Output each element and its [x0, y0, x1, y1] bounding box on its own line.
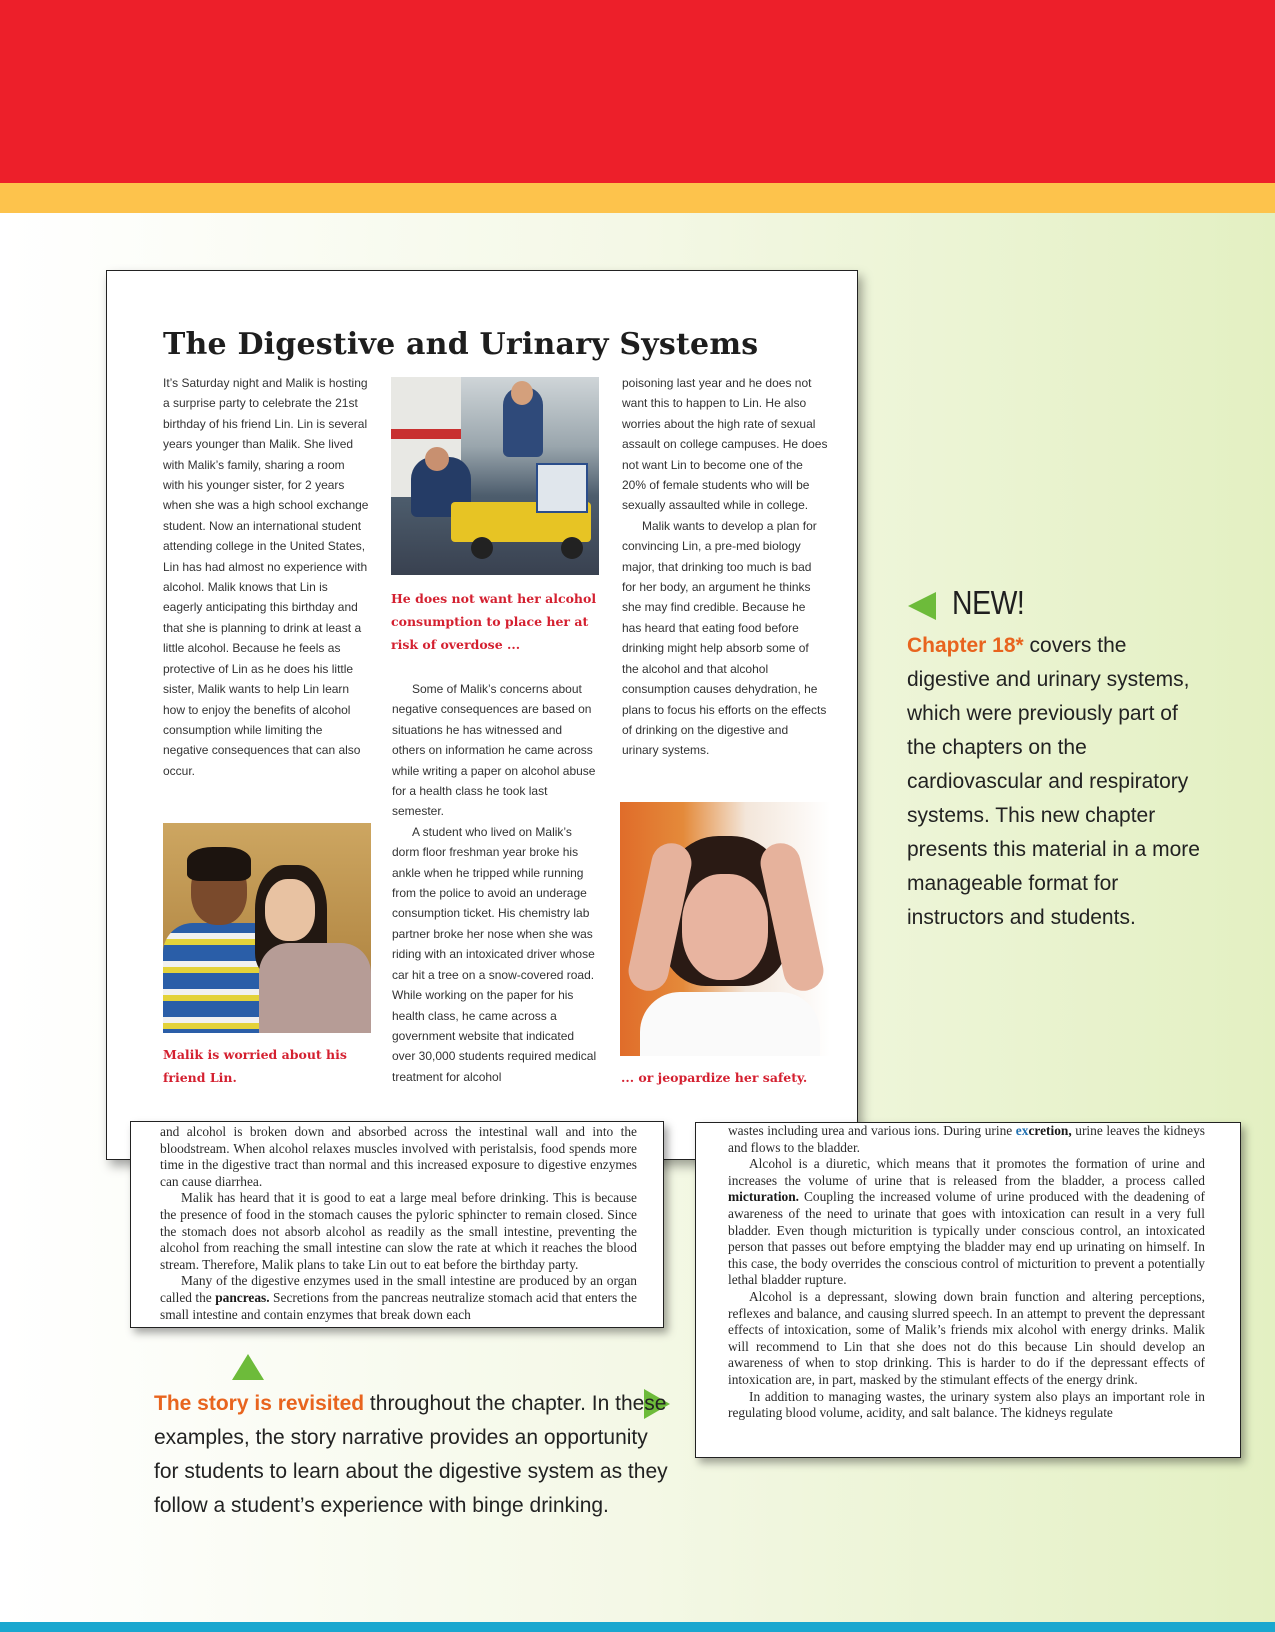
yellow-band [0, 183, 1275, 213]
new-label: NEW! [952, 584, 1025, 621]
callout-story [154, 1387, 674, 1523]
photo-distressed-woman [620, 802, 830, 1056]
sample-page [106, 270, 858, 1160]
caption-couple: Malik is worried about his friend Lin. [163, 1047, 347, 1085]
excerpt-left-paragraph-1: and alcohol is broken down and absorbed across the intestinal wall and into the bloodstream. When alcohol relaxes muscles involved with peristalsis, food spends more time in the digestive tract than normal and this increased exposure to digestive enzymes can cause diarrhea. [160, 1124, 637, 1189]
excerpt-left-paragraph-3: Many of the digestive enzymes used in the small intestine are produced by an organ called the pancreas. Secretions from the pancreas neutralize stomach acid that enters the small intestine and contain enzymes that break down each [160, 1273, 637, 1322]
column-2-paragraph-2: A student who lived on Malik’s dorm floor freshman year broke his ankle when he tripped while running from the police to avoid an underage consumption ticket. His chemistry lab partner broke her nose when she was riding with an intoxicated driver whose car hit a tree on a snow-covered road. While working on the paper for his health class, he came across a government website that indicated over 30,000 students required medical treatment for alcohol [392, 824, 597, 1084]
term-pancreas: pancreas. [215, 1289, 270, 1305]
callout-highlight: Chapter 18* [907, 634, 1024, 657]
term-excretion: excretion, [1015, 1123, 1072, 1138]
excerpt-right-paragraph-2: Alcohol is a diuretic, which means that it promotes the formation of urine and increases the volume of urine that is released from the bladder, a process called micturation. Coupling the increased volume of urine produced with the deadening of awareness of the need to urinate that goes with intoxication can result in a very full bladder. Even though micturition is typically under conscious control, an intoxicated person that passes out before emptying the bladder may end up urinating on himself. In this case, the body overrides the conscious control of micturition to prevent a potentially lethal bladder rupture. [728, 1156, 1205, 1288]
excerpt-right-paragraph-4: In addition to managing wastes, the urinary system also plays an important role in regulating blood volume, acidity, and salt balance. The kidneys regulate [728, 1388, 1205, 1421]
excerpt-right-paragraph-3: Alcohol is a depressant, slowing down brain function and altering perceptions, reflexes and balance, and causing slurred speech. In an attempt to prevent the depressant effects of intoxication, some of Malik’s friends mix alcohol with energy drinks. Malik will recommend to Lin that she does not do this because Lin should develop an awareness of when to stop drinking. This is harder to do if the depressant effects of intoxication are, in part, masked by the stimulant effects of the energy drink. [728, 1288, 1205, 1387]
column-2-paragraph-1: Some of Malik’s concerns about negative consequences are based on situations he has witnessed and others on information he came across while writing a paper on alcohol abuse for a health class he took last semester. [392, 682, 596, 819]
column-3-paragraph-1: poisoning last year and he does not want this to happen to Lin. He also worries about the high rate of sexual assault on college campuses. He does not want Lin to become one of the 20% of female students who will be sexually assaulted while in college. [622, 376, 828, 513]
excerpt-digestive [130, 1121, 664, 1328]
triangle-left-icon [908, 592, 936, 620]
column-3-paragraph-2: Malik wants to develop a plan for convincing Lin, a pre-med biology major, that drinking too much is bad for her body, an argument he thinks she may find credible. Because he has heard that eating food before drinking might help absorb some of the alcohol and that alcohol consumption causes dehydration, he plans to focus his efforts on the effects of drinking on the digestive and urinary systems. [622, 518, 827, 758]
excerpt-urinary [695, 1122, 1241, 1458]
term-micturation: micturation. [728, 1189, 800, 1205]
triangle-up-icon [232, 1354, 264, 1380]
story-highlight: The story is revisited [154, 1392, 365, 1415]
photo-couple [163, 823, 371, 1033]
story-text: throughout the chapter. In these examples, the story narrative provides an opportunity for students to learn about the digestive system as they follow a student’s experience with binge drinking. [154, 1392, 668, 1517]
caption-woman: ... or jeopardize her safety. [621, 1070, 808, 1085]
callout-text: covers the digestive and urinary systems, which were previously part of the chapters on the cardiovascular and respiratory systems. This new chapter presents this material in a more manageable format for instructors and students. [907, 634, 1200, 929]
column-1-text: It’s Saturday night and Malik is hosting a surprise party to celebrate the 21st birthday of his friend Lin. Lin is several years younger than Malik. She lived with Malik’s family, sharing a room with his younger sister, for 2 years when she was a high school exchange student. Now an international student attending college in the United States, Lin has had almost no experience with alcohol. Malik knows that Lin is eagerly anticipating this birthday and that she is planning to drink at least a little alcohol. Because he feels as protective of Lin as he does his little sister, Malik wants to help Lin learn how to enjoy the benefits of alcohol consumption while limiting the negative consequences that can also occur. [163, 376, 369, 778]
column-2 [392, 679, 598, 1087]
column-1 [163, 373, 369, 781]
callout-new-chapter [907, 629, 1207, 935]
top-red-band [0, 0, 1275, 183]
excerpt-left-paragraph-2: Malik has heard that it is good to eat a large meal before drinking. This is because the presence of food in the stomach causes the pyloric sphincter to remain closed. Since the stomach does not absorb alcohol as readily as the small intestine, preventing the alcohol from reaching the small intestine can slow the rate at which it reaches the blood stream. Therefore, Malik plans to take Lin out to eat before the birthday party. [160, 1190, 637, 1272]
column-3 [622, 373, 828, 761]
excerpt-right-paragraph-1: wastes including urea and various ions. During urine excretion, urine leaves the kidneys and flows to the bladder. [728, 1123, 1205, 1155]
bottom-blue-band [0, 1622, 1275, 1632]
page-title: The Digestive and Urinary Systems [163, 327, 759, 362]
photo-paramedics [391, 377, 599, 575]
caption-paramedics: He does not want her alcohol consumption to place her at risk of overdose ... [391, 591, 597, 652]
